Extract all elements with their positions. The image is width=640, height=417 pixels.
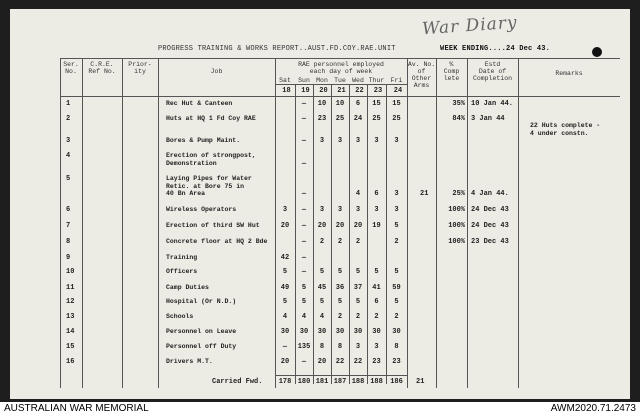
row-day-value: 10 — [335, 100, 345, 108]
day-header: Sun — [298, 77, 310, 84]
date-header: 23 — [373, 87, 383, 95]
row-day-value: 5 — [394, 222, 399, 230]
row-day-value: 3 — [394, 206, 399, 214]
header-rule-top — [60, 58, 620, 59]
row-day-value: 5 — [319, 268, 325, 276]
row-percent: 100% — [448, 238, 465, 246]
row-job-line: Huts at HQ 1 Fd Coy RAE — [166, 115, 256, 122]
row-day-value: 2 — [355, 313, 361, 321]
row-day-value: 20 — [280, 222, 290, 230]
row-day-value: 5 — [337, 298, 343, 306]
row-day-value: 5 — [337, 268, 343, 276]
header-priority: Prior- ity — [128, 61, 152, 75]
totals-day-value: 188 — [351, 378, 365, 386]
day-header: Wed — [352, 77, 364, 84]
row-day-value: — — [301, 137, 307, 145]
row-day-value: 135 — [297, 343, 311, 351]
row-job-line: Personnel on Leave — [166, 328, 237, 335]
row-job-line: Erection of strongpost, — [166, 152, 256, 159]
row-ser-no: 9 — [66, 254, 71, 262]
row-job-line: Training — [166, 254, 198, 261]
header-remarks: Remarks — [555, 70, 583, 77]
row-ser-no: 4 — [66, 152, 71, 160]
date-header: 18 — [282, 87, 291, 95]
header-rae-personnel: RAE personnel employed each day of week — [298, 61, 384, 75]
row-day-value: — — [301, 222, 307, 230]
row-day-value: 30 — [280, 328, 290, 336]
row-completion-date: 3 Jan 44 — [471, 115, 505, 123]
punch-hole — [592, 47, 602, 57]
day-rule — [386, 84, 387, 384]
row-day-value: 5 — [394, 268, 399, 276]
row-day-value: 4 — [319, 313, 325, 321]
row-day-value: 59 — [392, 284, 401, 292]
row-day-value: 23 — [392, 358, 401, 366]
header-other-arms: Av. No. of Other Arms — [407, 61, 436, 89]
handwritten-annotation: War Diary — [421, 12, 519, 40]
date-header: 24 — [393, 87, 403, 95]
footer-credit: AUSTRALIAN WAR MEMORIAL — [4, 403, 149, 414]
row-job-line: Concrete floor at HQ 2 Bde — [166, 238, 268, 245]
row-day-value: 20 — [280, 358, 290, 366]
row-day-value: 3 — [319, 137, 325, 145]
report-title — [158, 45, 550, 53]
totals-day-value: 188 — [370, 378, 383, 386]
day-rule — [349, 84, 350, 384]
header-cre-ref: C.R.E. Ref No. — [88, 61, 116, 75]
footer — [0, 402, 640, 417]
week-ending: WEEK ENDING....24 Dec 43. — [440, 45, 551, 53]
row-day-value: 3 — [355, 343, 361, 351]
day-header: Tue — [334, 77, 346, 84]
row-ser-no: 7 — [66, 222, 71, 230]
row-day-value: 30 — [353, 328, 363, 336]
row-day-value: 24 — [353, 115, 363, 123]
column-rule — [436, 58, 437, 388]
row-job-line: Erection of third SW Hut — [166, 222, 260, 229]
header-percent-complete: % Comp lete — [443, 61, 460, 82]
row-day-value: 8 — [337, 343, 343, 351]
row-job-line: Laying Pipes for Water — [166, 175, 252, 182]
row-completion-date: 23 Dec 43 — [471, 238, 509, 246]
row-day-value: 2 — [337, 238, 343, 246]
row-day-value: — — [301, 254, 307, 262]
row-ser-no: 5 — [66, 175, 71, 183]
row-ser-no: 2 — [66, 115, 71, 123]
row-day-value: 49 — [280, 284, 290, 292]
row-day-value: 3 — [374, 206, 379, 214]
row-day-value: 3 — [337, 137, 343, 145]
row-ser-no: 16 — [66, 358, 75, 366]
day-header: Fri — [390, 77, 403, 84]
row-ser-no: 14 — [66, 328, 75, 336]
row-day-value: — — [301, 206, 307, 214]
column-rule — [122, 58, 123, 388]
totals-day-value: 178 — [278, 378, 292, 386]
row-day-value: 20 — [335, 222, 345, 230]
row-day-value: 3 — [394, 190, 399, 198]
row-day-value: — — [301, 268, 307, 276]
date-header: 21 — [337, 87, 346, 95]
totals-label: Carried Fwd. — [212, 378, 263, 386]
row-day-value: 3 — [319, 206, 325, 214]
footer-accession: AWM2020.71.2473 — [550, 403, 636, 414]
row-day-value: 20 — [353, 222, 363, 230]
row-day-value: 3 — [355, 206, 361, 214]
row-day-value: 2 — [319, 238, 325, 246]
row-day-value: 36 — [335, 284, 345, 292]
row-day-value: 5 — [301, 284, 307, 292]
row-day-value: 25 — [392, 115, 401, 123]
header-rule-bottom — [60, 96, 620, 97]
totals-day-value: 187 — [333, 378, 347, 386]
report-title-left: PROGRESS TRAINING & WORKS REPORT..AUST.FD.COY.RAE.UNIT — [158, 45, 396, 53]
row-completion-date: 4 Jan 44. — [471, 190, 509, 198]
day-header: Sat — [279, 77, 291, 84]
row-job-line: Wireless Operators — [166, 206, 237, 213]
row-day-value: 2 — [337, 313, 343, 321]
row-day-value: 5 — [282, 268, 288, 276]
row-day-value: 23 — [372, 358, 381, 366]
row-day-value: — — [301, 190, 307, 198]
row-job-line: Hospital (Or N.D.) — [166, 298, 237, 305]
column-rule — [518, 58, 519, 388]
row-job-line: 40 Bn Area — [166, 190, 206, 197]
row-day-value: 30 — [317, 328, 327, 336]
row-day-value: 3 — [394, 137, 399, 145]
row-completion-date: 24 Dec 43 — [471, 222, 509, 230]
totals-day-value: 180 — [297, 378, 311, 386]
row-day-value: 3 — [337, 206, 343, 214]
row-day-value: 15 — [372, 100, 381, 108]
row-day-value: — — [301, 100, 307, 108]
row-job-line: Demonstration — [166, 159, 217, 167]
column-rule — [82, 58, 83, 388]
row-day-value: 2 — [374, 313, 379, 321]
column-rule — [467, 58, 468, 388]
day-header: Thur — [368, 77, 385, 84]
row-ser-no: 13 — [66, 313, 75, 321]
row-day-value: 20 — [317, 222, 327, 230]
row-remark: 4 under constn. — [530, 130, 589, 137]
row-day-value: 19 — [372, 222, 381, 230]
day-rule — [331, 84, 332, 384]
date-header: 20 — [319, 87, 328, 95]
day-rule — [313, 84, 314, 384]
row-day-value: 6 — [374, 190, 379, 198]
day-header-rule — [275, 84, 407, 85]
row-day-value: — — [301, 358, 307, 366]
row-day-value: 20 — [317, 358, 327, 366]
row-ser-no: 1 — [66, 100, 71, 108]
row-day-value: 6 — [355, 100, 361, 108]
row-day-value: 5 — [282, 298, 288, 306]
row-day-value: 2 — [394, 238, 399, 246]
row-day-value: 41 — [372, 284, 381, 292]
row-day-value: 42 — [280, 254, 290, 262]
row-day-value: 3 — [374, 343, 379, 351]
totals-day-value: 181 — [315, 378, 329, 386]
row-day-value: 5 — [394, 298, 399, 306]
row-ser-no: 15 — [66, 343, 75, 351]
header-estd-date: Estd Date of Completion — [472, 61, 512, 82]
row-day-value: 8 — [319, 343, 325, 351]
row-day-value: 4 — [301, 313, 307, 321]
row-completion-date: 24 Dec 43 — [471, 206, 509, 214]
row-day-value: 37 — [353, 284, 363, 292]
row-ser-no: 11 — [66, 284, 75, 292]
row-day-value: 45 — [317, 284, 327, 292]
row-day-value: 2 — [355, 238, 361, 246]
row-day-value: 22 — [353, 358, 363, 366]
row-percent: 84% — [452, 115, 465, 123]
row-day-value: 10 — [317, 100, 327, 108]
row-job-line: Schools — [166, 313, 194, 320]
row-day-value: 3 — [282, 206, 288, 214]
row-job-line: Camp Duties — [166, 284, 209, 291]
header-job: Job — [210, 68, 223, 75]
row-day-value: 6 — [374, 298, 379, 306]
row-day-value: 22 — [335, 358, 345, 366]
row-day-value: 2 — [394, 313, 399, 321]
row-day-value: 30 — [335, 328, 345, 336]
row-other-arms: 21 — [420, 190, 429, 198]
row-ser-no: 8 — [66, 238, 71, 246]
row-completion-date: 10 Jan 44. — [471, 100, 514, 108]
date-header: 22 — [355, 87, 364, 95]
row-day-value: 15 — [392, 100, 401, 108]
row-day-value: 5 — [355, 268, 361, 276]
row-day-value: 5 — [355, 298, 361, 306]
column-rule — [60, 58, 61, 388]
row-percent: 100% — [448, 222, 465, 230]
row-percent: 100% — [448, 206, 465, 214]
totals-rule — [275, 375, 407, 376]
row-remark: 22 Huts complete - — [530, 122, 601, 129]
row-job-line: Personnel off Duty — [166, 343, 237, 350]
column-rule — [158, 58, 159, 388]
row-day-value: — — [301, 115, 307, 123]
row-day-value: 30 — [392, 328, 401, 336]
row-day-value: 25 — [335, 115, 345, 123]
row-job-line: Officers — [166, 268, 198, 275]
row-job-line: Drivers M.T. — [166, 358, 213, 365]
column-rule — [407, 58, 408, 388]
day-rule — [367, 84, 368, 384]
row-job-line: Rec Hut & Canteen — [166, 100, 233, 107]
row-percent: 35% — [452, 100, 465, 108]
row-day-value: 5 — [374, 268, 379, 276]
row-day-value: 4 — [282, 313, 288, 321]
totals-other-arms: 21 — [416, 378, 425, 386]
row-day-value: 5 — [301, 298, 307, 306]
row-day-value: 3 — [374, 137, 379, 145]
row-day-value: 5 — [319, 298, 325, 306]
row-day-value: 3 — [355, 137, 361, 145]
row-day-value: 23 — [317, 115, 327, 123]
row-job-line: Retic. at Bore 75 in — [166, 182, 245, 190]
row-ser-no: 12 — [66, 298, 75, 306]
row-day-value: — — [282, 343, 288, 351]
row-day-value: 4 — [355, 190, 361, 198]
day-header: Mon — [316, 77, 328, 84]
row-day-value: — — [301, 238, 307, 246]
row-ser-no: 3 — [66, 137, 71, 145]
date-header: 19 — [301, 87, 310, 95]
row-day-value: 8 — [394, 343, 399, 351]
row-ser-no: 6 — [66, 206, 71, 214]
row-day-value: 30 — [299, 328, 309, 336]
row-day-value: — — [301, 159, 307, 168]
totals-day-value: 186 — [390, 378, 403, 386]
row-job-line: Bores & Pump Maint. — [166, 137, 241, 144]
day-rule — [295, 84, 296, 384]
row-ser-no: 10 — [66, 268, 75, 276]
row-percent: 25% — [452, 190, 465, 198]
header-ser-no: Ser. No. — [63, 61, 79, 75]
row-day-value: 25 — [372, 115, 381, 123]
row-day-value: 30 — [372, 328, 381, 336]
